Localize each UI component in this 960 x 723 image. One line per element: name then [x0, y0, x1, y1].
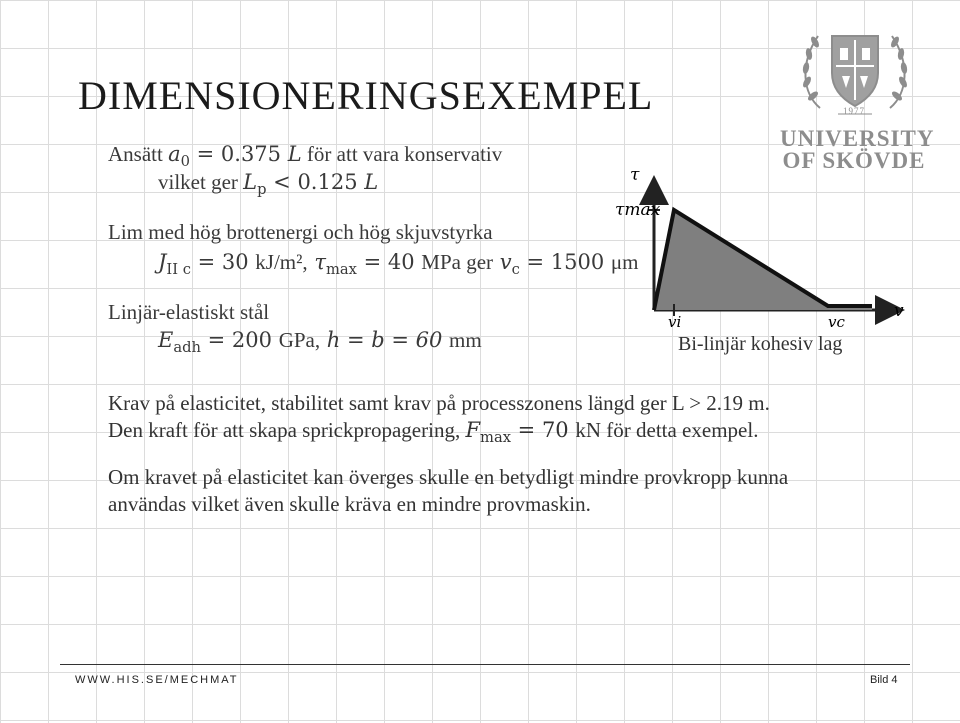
conclusion-line-2: användas vilket även skulle kräva en mindre provmaskin. — [108, 492, 591, 516]
unit-kJ: kJ/m², — [255, 250, 308, 274]
math-eq: = 0.375 — [189, 142, 288, 166]
assumption2-prefix: vilket ger — [158, 170, 244, 194]
math-tau-sub: max — [325, 261, 357, 279]
logo-line-1: UNIVERSITY — [780, 126, 935, 151]
unit-MPa: MPa ger — [421, 250, 494, 274]
math-J-val: = 30 — [190, 250, 256, 274]
vc-label: vc — [828, 313, 845, 331]
logo-line-2: OF SKÖVDE — [782, 148, 926, 173]
steel-line-2 — [158, 328, 482, 356]
adhesive-line-1: Lim med hög brottenergi och hög skjuvstyrka — [108, 220, 493, 244]
footer-page-number: Bild 4 — [870, 674, 898, 686]
math-E-val: = 200 — [200, 328, 279, 352]
paragraph-requirements — [108, 390, 770, 451]
math-a-sub: 0 — [180, 153, 190, 171]
footer-divider — [60, 664, 910, 665]
diagram-caption: Bi-linjär kohesiv lag — [678, 333, 843, 355]
paragraph-conclusion — [108, 464, 788, 518]
math-F: F — [465, 418, 481, 442]
unit-GPa: GPa, — [278, 328, 321, 352]
math-F-sub: max — [480, 429, 511, 447]
vi-label: vi — [668, 313, 682, 331]
math-E: E — [158, 328, 174, 352]
math-F-val: = 70 — [511, 418, 576, 442]
adhesive-line-2 — [158, 250, 638, 278]
math-E-sub: adh — [173, 339, 201, 357]
y-axis-label: τ — [630, 165, 640, 185]
math-tau-val: = 40 — [356, 250, 422, 274]
cohesive-law-diagram — [610, 160, 910, 360]
force-prefix: Den kraft för att skapa sprickpropagering, — [108, 418, 466, 442]
requirements-line-1: Krav på elasticitet, stabilitet samt krav på processzonens längd ger L > 2.19 m. — [108, 391, 770, 415]
math-tau: τ — [307, 250, 326, 274]
tau-max-label: τmax — [615, 200, 661, 220]
math-v-sub: c — [511, 261, 520, 279]
unit-mm: mm — [449, 328, 482, 352]
assumption-suffix: för att vara konservativ — [301, 142, 503, 166]
math-J-sub: II c — [166, 261, 191, 279]
requirements-line-2 — [108, 417, 770, 451]
math-v-val: = 1500 — [519, 250, 611, 274]
footer-url: WWW.HIS.SE/MECHMAT — [75, 674, 239, 686]
cohesive-law-area — [654, 210, 872, 310]
math-v: v — [493, 250, 512, 274]
force-suffix: kN för detta exempel. — [575, 418, 759, 442]
assumption-line-1 — [108, 142, 502, 170]
assumption-line-2 — [158, 170, 378, 198]
x-axis-label: v — [894, 301, 904, 321]
math-L2: L — [364, 170, 379, 194]
math-a: a — [168, 142, 181, 166]
conclusion-line-1: Om kravet på elasticitet kan överges skulle en betydligt mindre provkropp kunna — [108, 465, 789, 489]
math-J: J — [158, 250, 167, 274]
math-hb: h = b = 60 — [320, 328, 450, 352]
unit-um: μm — [610, 250, 639, 274]
math-Lp: L — [243, 170, 258, 194]
math-lt: < 0.125 — [266, 170, 365, 194]
assumption-prefix: Ansätt — [108, 142, 169, 166]
math-Lp-sub: p — [257, 181, 267, 199]
slide-title: DIMENSIONERINGSEXEMPEL — [78, 73, 654, 118]
steel-line-1: Linjär-elastiskt stål — [108, 300, 270, 324]
math-L: L — [287, 142, 302, 166]
logo-year: 1977 — [843, 106, 865, 116]
